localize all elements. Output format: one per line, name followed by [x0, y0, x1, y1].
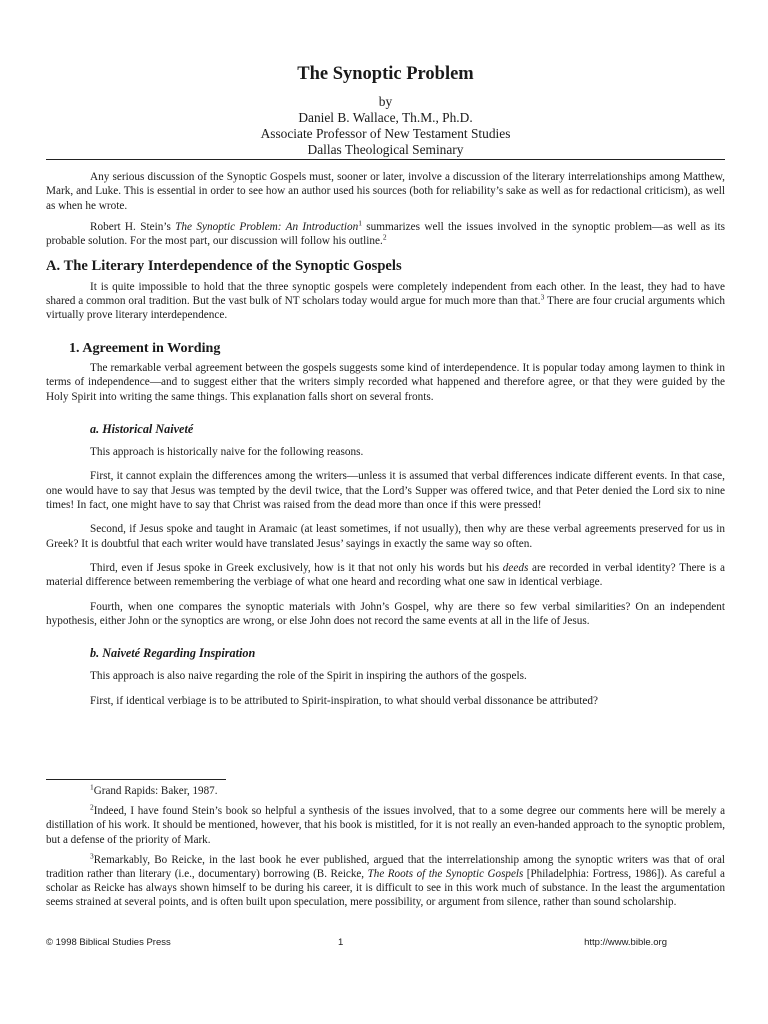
footnotes	[46, 784, 725, 910]
byline	[46, 94, 725, 158]
subsection-a-second: Second, if Jesus spoke and taught in Aramaic (at least sometimes, if not usually), then why are these verbal agreements preserved for us in Greek? It is doubtful that each writer would have translated Jesus’ sayings in exactly the same way so often.	[46, 523, 725, 550]
footnote-ref-3[interactable]: 3	[540, 292, 545, 302]
subsection-a-third: Third, even if Jesus spoke in Greek exclusively, how is it that not only his words but his deeds are recorded in verbal identity? There is a material difference between remembering the verbiage of what one heard and recording what one saw in identical verbiage.	[46, 561, 725, 589]
copyright: © 1998 Biblical Studies Press	[46, 937, 171, 948]
section-a-paragraph: It is quite impossible to hold that the three synoptic gospels were completely independent from each other. In the least, they had to have shared a common oral tradition. But the vast bulk of NT scholars today would argue for much more than that.$^3$ There are four crucial arguments which virtually prove literary interdependence.	[46, 280, 725, 322]
footnote-3: $^3$Remarkably, Bo Reicke, in the last book he ever published, argued that the interrelationship among the synoptic writers was that of oral tradition rather than literary (i.e., documentary) borrowing (B. Reicke, The Roots of the Synoptic Gospels [Philadelphia: Fortress, 1986]). As careful a scholar as Reicke has always shown himself to be during his career, it is difficult to see in this work much of substance. In the least the argumentation seems strained at several points, and is often built upon speculation, mere possibility, or argument from silence, rather than sound scholarship.	[46, 851, 725, 909]
section-1-paragraph: The remarkable verbal agreement between the gospels suggests some kind of interdependence. It is popular today among laymen to think in terms of independence—and to suggest either that the writers simply recorded what happened and therefore agree, or that they were guided by the Holy Spirit into writing the same things. This explanation falls short on several fronts.	[46, 361, 725, 403]
page-footer	[46, 937, 725, 951]
intro-paragraph-2: Robert H. Stein’s The Synoptic Problem: An Introduction$^1$ summarizes well the issues involved in the synoptic problem—as well as its probable solution. For the most part, our discussion will follow his outline.$^2$	[46, 218, 725, 248]
subsection-a-intro: This approach is historically naive for the following reasons.	[90, 446, 364, 459]
book-title: The Synoptic Problem: An Introduction	[175, 220, 359, 233]
byline-institution: Dallas Theological Seminary	[307, 142, 464, 157]
footnote-1: $^1$Grand Rapids: Baker, 1987.	[90, 782, 218, 797]
title-divider	[46, 159, 725, 160]
byline-author: Daniel B. Wallace, Th.M., Ph.D.	[298, 110, 473, 125]
byline-position: Associate Professor of New Testament Studies	[260, 126, 511, 141]
footnote-2: $^2$Indeed, I have found Stein’s book so helpful a synthesis of the issues involved, that to a some degree our comments here will be merely a distillation of his work. It should be mentioned, however, that his book is mistitled, for it is not really an even-handed approach to the synoptic problem, but a defense of the priority of Mark.	[46, 802, 725, 846]
subsection-b-first: First, if identical verbiage is to be attributed to Spirit-inspiration, to what should verbal dissonance be attributed?	[90, 694, 599, 707]
footnote-divider	[46, 779, 226, 780]
footer-url[interactable]: http://www.bible.org	[584, 937, 667, 948]
main-body	[46, 163, 725, 708]
footnote-ref-2[interactable]: 2	[382, 232, 387, 242]
subsection-b-intro: This approach is also naive regarding the role of the Spirit in inspiring the authors of the gospels.	[90, 670, 527, 683]
byline-by: by	[378, 94, 393, 109]
footnote-ref-1[interactable]: 1	[358, 218, 362, 228]
section-1-heading: 1. Agreement in Wording	[69, 339, 221, 356]
emphasis-deeds: deeds	[502, 561, 529, 574]
subsection-a-fourth: Fourth, when one compares the synoptic materials with John’s Gospel, why are there so few verbal similarities? On an independent hypothesis, either John or the synoptics are wrong, or else John does not record the same events at all in the life of Jesus.	[46, 600, 725, 627]
page-title: The Synoptic Problem	[297, 64, 474, 84]
subsection-a-heading: a. Historical Naiveté	[90, 421, 194, 436]
subsection-a-first: First, it cannot explain the differences among the writers—unless it is assumed that verbal differences indicate different events. In that case, one would have to say that Jesus was tempted by the devil twice, that the Lord’s Supper was offered twice, and that Peter denied the Lord six to nine times! In fact, one might have to say that Christ was raised from the dead more than once if this were pressed!	[46, 470, 725, 512]
intro-paragraph-1: Any serious discussion of the Synoptic Gospels must, sooner or later, involve a discussion of the literary interrelationships among Matthew, Mark, and Luke. This is essential in order to see how an author used his sources (both for reliability’s sake as well as for redactional criticism), as well as when he wrote.	[46, 171, 725, 212]
section-a-heading: A. The Literary Interdependence of the Synoptic Gospels	[46, 258, 402, 275]
page-number: 1	[338, 937, 344, 948]
subsection-b-heading: b. Naiveté Regarding Inspiration	[90, 646, 256, 661]
